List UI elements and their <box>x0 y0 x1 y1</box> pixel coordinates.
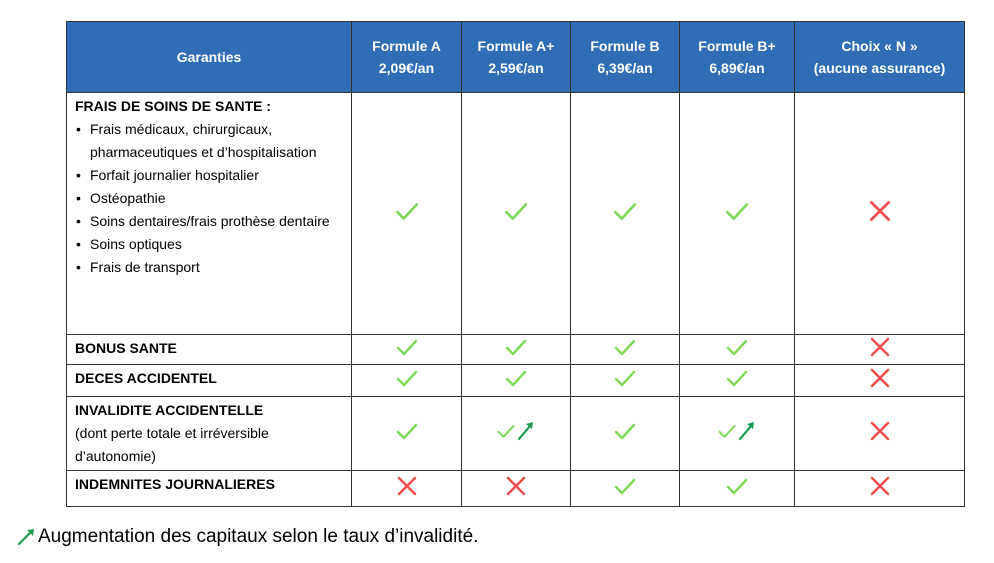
mark-cell <box>795 397 965 471</box>
footnote-text: Augmentation des capitaux selon le taux d’invalidité. <box>38 526 479 547</box>
list-item: • Frais médicaux, chirurgicaux, pharmaceutiques et d’hospitalisation <box>75 118 345 164</box>
guarantees-table <box>66 21 965 507</box>
check-icon <box>503 198 529 229</box>
list-item: • Frais de transport <box>75 256 345 279</box>
mark-cell <box>571 471 680 507</box>
header-choix-n: Choix « N » (aucune assurance) <box>795 22 965 93</box>
header-formule-b: Formule B 6,39€/an <box>571 22 680 93</box>
check-icon <box>394 198 420 229</box>
mark-cell <box>680 93 795 335</box>
mark-cell <box>795 93 965 335</box>
row-subtitle: (dont perte totale et irréversible d’autonomie) <box>75 425 269 464</box>
mark-cell <box>680 335 795 365</box>
check-icon <box>725 366 749 395</box>
up-arrow-icon <box>737 420 757 447</box>
table-row <box>67 471 965 507</box>
table-row <box>67 93 965 335</box>
mark-cell <box>462 471 571 507</box>
mark-cell <box>352 365 462 397</box>
row-title: DECES ACCIDENTEL <box>75 370 217 386</box>
mark-cell <box>571 93 680 335</box>
row-label-frais-soins <box>67 93 352 335</box>
check-icon <box>504 366 528 395</box>
check-icon <box>613 366 637 395</box>
mark-cell <box>462 93 571 335</box>
mark-cell <box>352 93 462 335</box>
up-arrow-icon <box>516 420 536 447</box>
mark-cell <box>462 365 571 397</box>
mark-cell <box>571 365 680 397</box>
list-item: • Ostéopathie <box>75 187 345 210</box>
mark-cell <box>680 397 795 471</box>
cross-icon <box>868 419 892 448</box>
check-icon <box>612 198 638 229</box>
list-item: • Soins dentaires/frais prothèse dentaire <box>75 210 345 233</box>
row-title: INDEMNITES JOURNALIERES <box>75 476 275 492</box>
cross-icon <box>395 474 419 503</box>
row-label-invalidite <box>67 397 352 471</box>
mark-cell <box>571 397 680 471</box>
check-icon <box>724 198 750 229</box>
check-icon <box>613 335 637 364</box>
check-icon <box>725 335 749 364</box>
table-row <box>67 365 965 397</box>
cross-icon <box>867 198 893 229</box>
row-title: INVALIDITE ACCIDENTELLE <box>75 402 264 418</box>
header-row <box>67 22 965 93</box>
cross-icon <box>868 474 892 503</box>
row-label-deces-accidentel <box>67 365 352 397</box>
list-item: • Forfait journalier hospitalier <box>75 164 345 187</box>
check-icon <box>504 335 528 364</box>
cross-icon <box>868 366 892 395</box>
table-row <box>67 335 965 365</box>
header-formule-a-plus: Formule A+ 2,59€/an <box>462 22 571 93</box>
cross-icon <box>504 474 528 503</box>
mark-cell <box>352 335 462 365</box>
mark-cell <box>352 471 462 507</box>
check-icon <box>395 419 419 448</box>
check-icon <box>395 366 419 395</box>
list-item: • Soins optiques <box>75 233 345 256</box>
row-title: FRAIS DE SOINS DE SANTE : <box>75 98 272 114</box>
row-label-bonus-sante <box>67 335 352 365</box>
row-title: BONUS SANTE <box>75 340 177 356</box>
mark-cell <box>795 471 965 507</box>
check-icon <box>717 421 737 446</box>
mark-cell <box>571 335 680 365</box>
header-formule-b-plus: Formule B+ 6,89€/an <box>680 22 795 93</box>
header-garanties: Garanties <box>67 22 352 93</box>
row-label-indemnites <box>67 471 352 507</box>
check-icon <box>395 335 419 364</box>
mark-cell <box>795 365 965 397</box>
check-icon <box>725 474 749 503</box>
mark-cell <box>462 335 571 365</box>
cross-icon <box>868 335 892 364</box>
check-icon <box>613 419 637 448</box>
table-row <box>67 397 965 471</box>
check-icon <box>613 474 637 503</box>
mark-cell <box>680 365 795 397</box>
up-arrow-icon <box>16 527 38 554</box>
footnote <box>16 525 478 554</box>
mark-cell <box>680 471 795 507</box>
mark-cell <box>462 397 571 471</box>
check-icon <box>496 421 516 446</box>
mark-cell <box>352 397 462 471</box>
care-items-list <box>75 118 345 279</box>
mark-cell <box>795 335 965 365</box>
header-formule-a: Formule A 2,09€/an <box>352 22 462 93</box>
